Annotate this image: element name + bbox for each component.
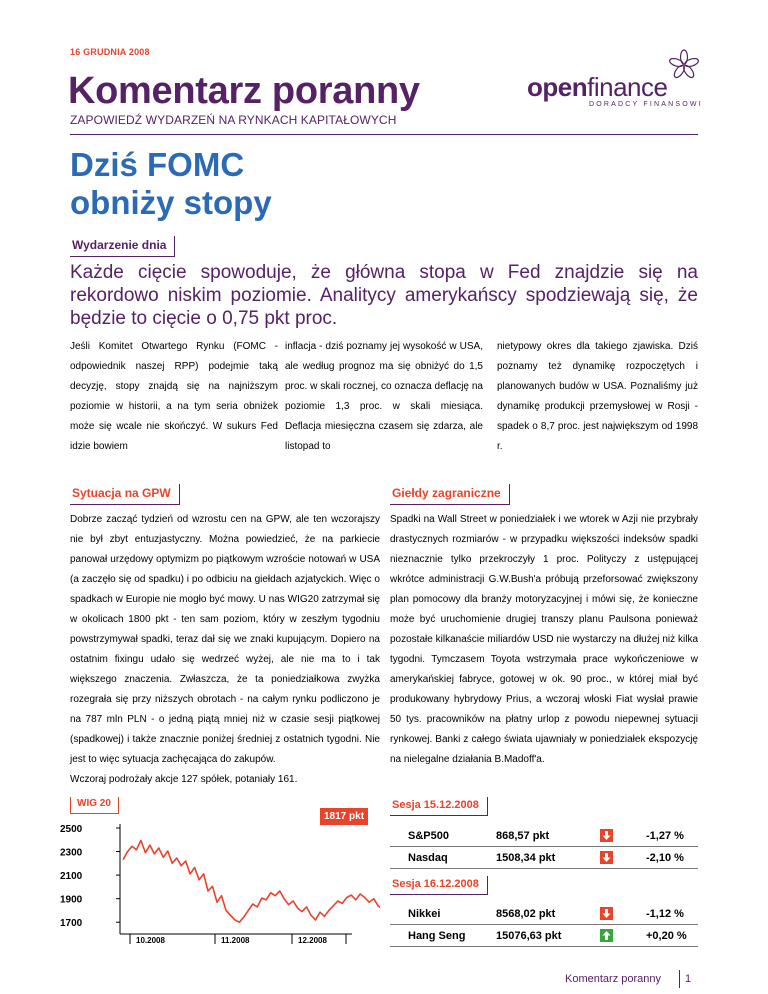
y-tick-label: 1900 [60, 894, 83, 906]
arrow-up-icon [600, 929, 613, 942]
session-2-label: Sesja 16.12.2008 [390, 876, 488, 895]
y-tick-label: 2100 [60, 871, 83, 883]
logo-open: open [527, 72, 588, 102]
index-change: +0,20 % [646, 930, 687, 942]
wig-value-badge: 1817 pkt [320, 808, 368, 825]
event-section-label: Wydarzenie dnia [70, 236, 175, 257]
world-section-label: Giełdy zagraniczne [390, 484, 510, 505]
headline [70, 146, 272, 222]
event-column-1: Jeśli Komitet Otwartego Rynku (FOMC - odpowiednik naszej RPP) podejmie taką decyzję, stopy znajdą się na najniższym poziomie w historii, a na tym seria obniżek może się wcale nie skończyć. W sukurs Fed idzie bowiem [70, 341, 278, 452]
gpw-last-line: Wczoraj podrożały akcje 127 spółek, potaniały 161. [70, 774, 298, 785]
gpw-text [70, 510, 380, 790]
page-number: 1 [685, 973, 692, 985]
y-tick-label: 2500 [60, 824, 83, 835]
gpw-section-label: Sytuacja na GPW [70, 484, 180, 505]
index-name: Hang Seng [408, 930, 466, 942]
logo-tagline: DORADCY FINANSOWI [589, 101, 703, 108]
x-tick-label: 12.2008 [298, 936, 327, 944]
index-value: 868,57 pkt [496, 830, 550, 842]
index-value: 1508,34 pkt [496, 852, 556, 864]
session-1-label: Sesja 15.12.2008 [390, 797, 488, 816]
arrow-down-icon [600, 851, 613, 864]
event-lead: Każde cięcie spowoduje, że główna stopa w Fed znajdzie się na rekordowo niskim poziomie. Analitycy amerykańscy spodziewają się, że będzie to cięcie o 0,75 pkt proc. [70, 262, 698, 329]
date: 16 GRUDNIA 2008 [70, 47, 150, 57]
index-change: -1,12 % [646, 908, 684, 920]
wig-chart [60, 822, 380, 944]
index-name: Nikkei [408, 908, 441, 920]
y-tick-label: 2300 [60, 847, 83, 859]
index-name: Nasdaq [408, 852, 448, 864]
index-value: 15076,63 pkt [496, 930, 562, 942]
flower-icon [667, 48, 701, 82]
wig20-series-line [123, 840, 380, 922]
footer-divider [679, 970, 680, 988]
footer-title: Komentarz poranny [565, 973, 661, 985]
headline-line-2: obniży stopy [70, 184, 272, 221]
index-row [390, 825, 698, 847]
arrow-down-icon [600, 907, 613, 920]
x-tick-label: 11.2008 [221, 936, 250, 944]
index-change: -2,10 % [646, 852, 684, 864]
index-row [390, 903, 698, 925]
logo-wordmark [527, 72, 667, 103]
x-tick-label: 10.2008 [136, 936, 165, 944]
y-tick-label: 1700 [60, 918, 83, 930]
page-title: Komentarz poranny [68, 70, 420, 112]
index-name: S&P500 [408, 830, 449, 842]
index-row [390, 847, 698, 869]
event-column-2: inflacja - dziś poznamy jej wysokość w USA, ale według prognoz ma się obniżyć do 1,5 proc. w skali rocznej, co oznacza deflację na poziomie 1,3 proc. w skali miesiąca. Deflacja miesięczna czasem się zdarza, ale listopad to [285, 341, 483, 452]
event-column-3: nietypowy okres dla takiego zjawiska. Dziś poznamy też dynamikę rozpoczętych i planowanych budów w USA. Poznaliśmy już dynamikę produkcji przemysłowej w Rosji - spadek o 8,7 proc. jest największym od 1998 r. [497, 341, 698, 452]
gpw-paragraph: Dobrze zacząć tydzień od wzrostu cen na GPW, ale ten wczorajszy nie był zbyt entuzjastyczny. Można powiedzieć, że na parkiecie panował urzędowy optymizm po piątkowym wzroście notowań w USA (a zaczęło się od spadku) i po odbiciu na giełdach azjatyckich. Więc o spadkach w Europie nie mogło być mowy. U nas WIG20 zatrzymał się w okolicach 1800 pkt - ten sam poziom, który w zeszłym tygodniu powstrzymywał spadki, teraz dał się we znaki kupującym. Dopiero na ostatnim fixingu udało się wedrzeć wyżej, ale nie ma to i tak większego znaczenia. Zwłaszcza, że ta poniedziałkowa zwyżka rozegrała się przy niższych obrotach - na całym rynku podliczono je na 787 mln PLN - o jedną piątą mniej niż w czasie sesji piątkowej (spadkowej) i także znacznie poniżej średniej z ostatnich tygodni. Nie jest to więc sytuacja zachęcająca do zakupów. [70, 514, 380, 765]
open-finance-logo [527, 48, 702, 108]
wig-chart-label: WIG 20 [70, 797, 119, 814]
session-2-table [390, 903, 698, 947]
headline-line-1: Dziś FOMC [70, 146, 245, 183]
index-row [390, 925, 698, 947]
session-1-table [390, 825, 698, 869]
logo-finance: finance [587, 72, 668, 102]
index-value: 8568,02 pkt [496, 908, 556, 920]
page-subtitle: ZAPOWIEDŹ WYDARZEŃ NA RYNKACH KAPITAŁOWYCH [70, 113, 397, 127]
world-text: Spadki na Wall Street w poniedziałek i we wtorek w Azji nie przybrały drastycznych rozmiarów - w przypadku większości indeksów spadki nieznacznie tylko przekroczyły 1 proc. Polityczy z ustępującej wkrótce administracji G.W.Bush'a próbują przeforsować zwiększony plan pomocowy dla branży motoryzacyjnej i mówi się, że konieczne może być uruchomienie drugiej transzy planu Paulsona ponieważ pozostałe kilkanaście miliardów USD nie wystarczy na dłużej niż kilka tygodni. Tymczasem Toyota wstrzymała prace wykończeniowe w amerykańskiej fabryce, gotowej w ok. 90 proc., w której miał być produkowany hybrydowy Prius, a wczoraj włoski Fiat wysłał prawie 50 tys. pracowników na płatny urlop z powodu niepewnej sytuacji rynkowej. Banki z całego świata ujawniały w poniedziałek ekspozycję na nielegalne działania B.Madoff'a. [390, 514, 698, 765]
header-divider [70, 134, 698, 135]
arrow-down-icon [600, 829, 613, 842]
index-change: -1,27 % [646, 830, 684, 842]
